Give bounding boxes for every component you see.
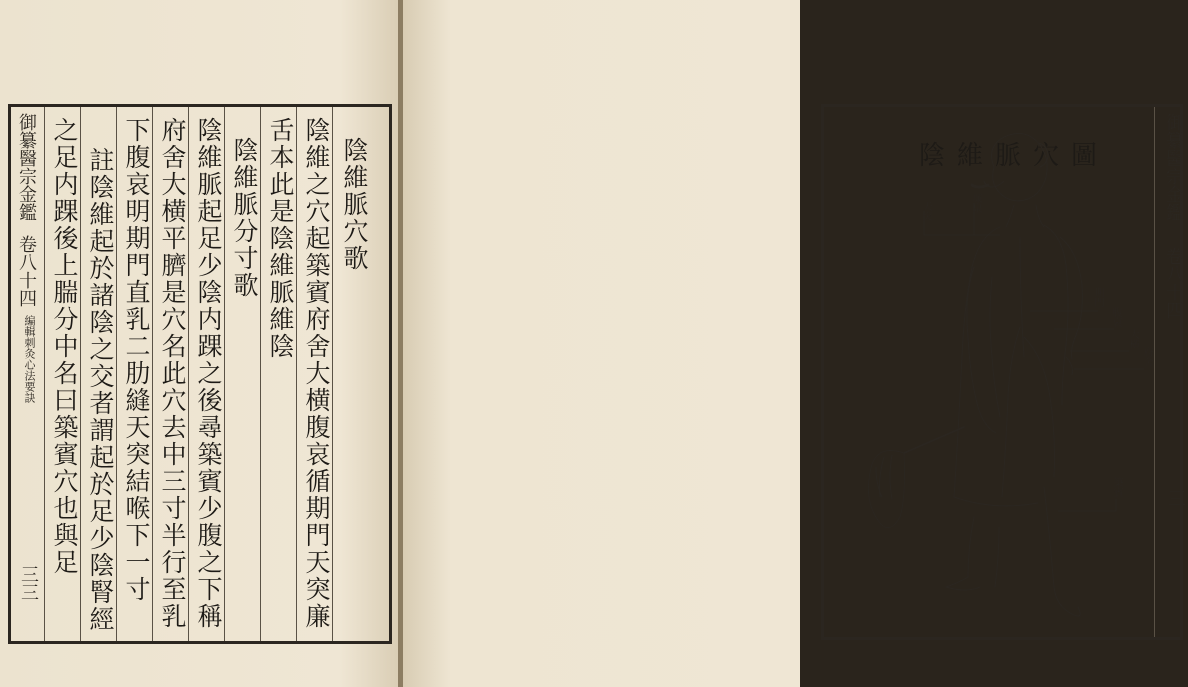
label-lianquan: 廉泉 [970, 193, 981, 213]
left-page [0, 0, 400, 687]
right-figure-frame [821, 104, 1186, 640]
text-column-3: 舌本此是陰維脈維陰 [266, 117, 295, 360]
right-margin-page: 三 [1165, 489, 1186, 507]
label-qimen: 期門 [1092, 287, 1103, 307]
text-column-8: 註陰維起於諸陰之交者謂起於足少陰腎經 [86, 147, 115, 633]
right-margin-volume: 卷八十四 [1163, 247, 1184, 319]
text-column-9: 之足内踝後上腨分中名曰築賓穴也與足 [50, 117, 79, 576]
label-fushe: 府舍 [1141, 347, 1152, 367]
left-margin-title: 御纂醫宗金鑑 [16, 113, 37, 221]
acupoint-figure [824, 107, 1154, 637]
text-column-7: 下腹哀明期門直乳二肋縫天突結喉下一寸 [122, 117, 151, 603]
left-margin-volume: 卷八十四 [16, 235, 37, 307]
text-column-1: 陰維脈穴歌 [340, 137, 369, 272]
text-column-6: 府舍大横平臍是穴名此穴去中三寸半行至乳 [158, 117, 187, 630]
left-margin-subtitle: 編輯刺灸心法要訣 [23, 315, 36, 403]
label-tiantu: 天突 [920, 201, 931, 221]
text-column-4: 陰維脈分寸歌 [230, 137, 259, 299]
text-column-5: 陰維脈起足少陰内踝之後尋築賓少腹之下稱 [194, 117, 223, 630]
right-margin-title: 御纂醫宗金鑑 [1163, 113, 1184, 221]
right-page [403, 0, 1186, 687]
text-column-2: 陰維之穴起築賓府舍大横腹哀循期門天突廉 [302, 117, 331, 630]
label-zhubin: 築賓 [1111, 477, 1122, 497]
figure-title: 陰維脈穴圖 [919, 141, 1110, 171]
label-fuai: 腹哀 [1110, 307, 1121, 327]
label-daheng: 大横 [1127, 329, 1138, 349]
left-margin-page: 三三 [18, 565, 39, 601]
left-text-frame [8, 104, 392, 644]
